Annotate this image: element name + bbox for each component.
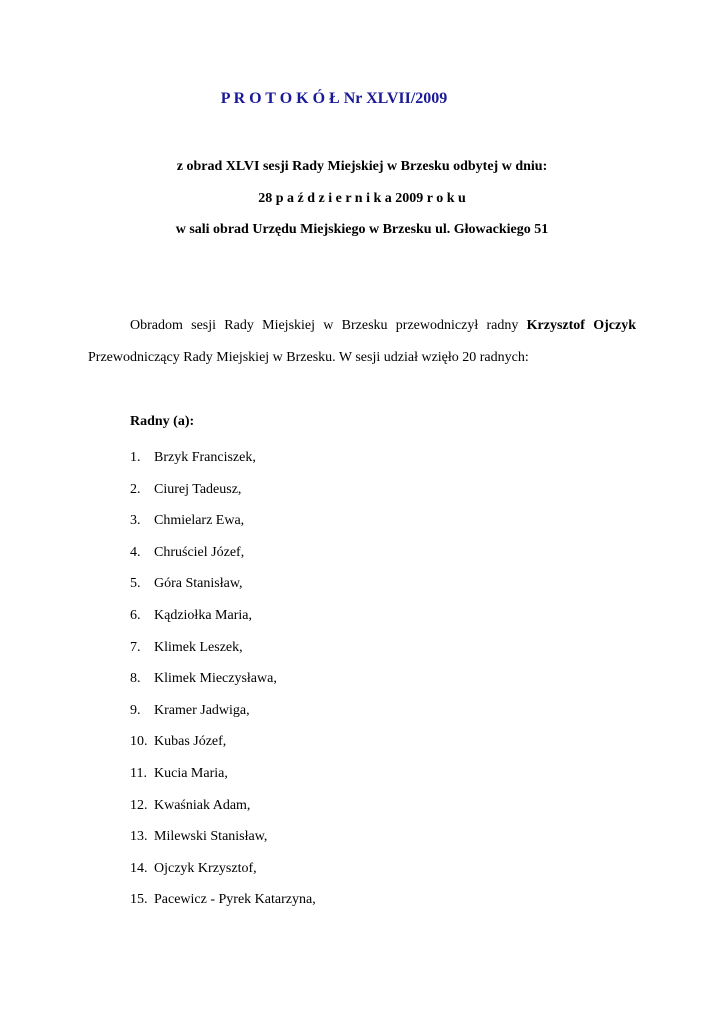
session-description: z obrad XLVI sesji Rady Miejskiej w Brzesku odbytej w dniu: bbox=[176, 159, 548, 174]
session-date: 28 p a ź d z i e r n i k a 2009 r o k u bbox=[258, 191, 466, 206]
list-item bbox=[130, 859, 316, 891]
list-item bbox=[130, 827, 316, 859]
councillor-name: Kubas Józef, bbox=[154, 734, 227, 750]
list-item-number: 12. bbox=[130, 797, 148, 813]
councillor-name: Klimek Mieczysława, bbox=[154, 671, 277, 687]
councillor-name: Kucia Maria, bbox=[154, 765, 228, 781]
chairman-name: Krzysztof Ojczyk bbox=[526, 318, 636, 333]
councillor-name: Kądziołka Maria, bbox=[154, 607, 252, 623]
list-item bbox=[130, 543, 316, 575]
list-item-number: 7. bbox=[130, 639, 141, 655]
list-item-number: 11. bbox=[130, 765, 147, 781]
list-item-number: 9. bbox=[130, 702, 141, 718]
list-item bbox=[130, 574, 316, 606]
list-item-number: 10. bbox=[130, 734, 148, 750]
councillor-name: Ojczyk Krzysztof, bbox=[154, 860, 257, 876]
councillor-name: Chruściel Józef, bbox=[154, 544, 245, 560]
session-location: w sali obrad Urzędu Miejskiego w Brzesku ul. Głowackiego 51 bbox=[175, 222, 549, 237]
list-item bbox=[130, 511, 316, 543]
list-item-number: 14. bbox=[130, 860, 148, 876]
list-item-number: 2. bbox=[130, 481, 141, 497]
list-item-number: 1. bbox=[130, 450, 141, 465]
list-item-number: 4. bbox=[130, 544, 141, 560]
list-item bbox=[130, 448, 316, 480]
document-title: P R O T O K Ó Ł Nr XLVII/2009 bbox=[220, 90, 448, 107]
councillor-list bbox=[130, 448, 316, 922]
list-heading: Radny (a): bbox=[130, 414, 195, 429]
councillor-name: Brzyk Franciszek, bbox=[154, 450, 256, 465]
list-item bbox=[130, 606, 316, 638]
councillor-name: Góra Stanisław, bbox=[154, 576, 243, 592]
list-item-number: 3. bbox=[130, 513, 141, 529]
intro-line-2: Przewodniczący Rady Miejskiej w Brzesku. W sesji udział wzięło 20 radnych: bbox=[88, 350, 529, 365]
list-item bbox=[130, 480, 316, 512]
intro-text: Obradom sesji Rady Miejskiej w Brzesku przewodniczył radny bbox=[130, 318, 527, 333]
list-item bbox=[130, 890, 316, 922]
list-item-number: 6. bbox=[130, 607, 141, 623]
list-item-number: 8. bbox=[130, 671, 141, 687]
councillor-name: Chmielarz Ewa, bbox=[154, 513, 245, 529]
councillor-name: Kwaśniak Adam, bbox=[154, 797, 251, 813]
list-item-number: 13. bbox=[130, 829, 148, 845]
councillor-name: Ciurej Tadeusz, bbox=[154, 481, 242, 497]
intro-line-1 bbox=[88, 310, 636, 342]
councillor-name: Milewski Stanisław, bbox=[154, 829, 268, 845]
list-item bbox=[130, 764, 316, 796]
councillor-name: Kramer Jadwiga, bbox=[154, 702, 250, 718]
list-item-number: 15. bbox=[130, 892, 148, 908]
list-item bbox=[130, 669, 316, 701]
list-item bbox=[130, 701, 316, 733]
list-item bbox=[130, 638, 316, 670]
list-item-number: 5. bbox=[130, 576, 141, 592]
councillor-name: Pacewicz - Pyrek Katarzyna, bbox=[154, 892, 316, 908]
list-item bbox=[130, 796, 316, 828]
councillor-name: Klimek Leszek, bbox=[154, 639, 243, 655]
list-item bbox=[130, 732, 316, 764]
intro-paragraph bbox=[88, 310, 636, 374]
